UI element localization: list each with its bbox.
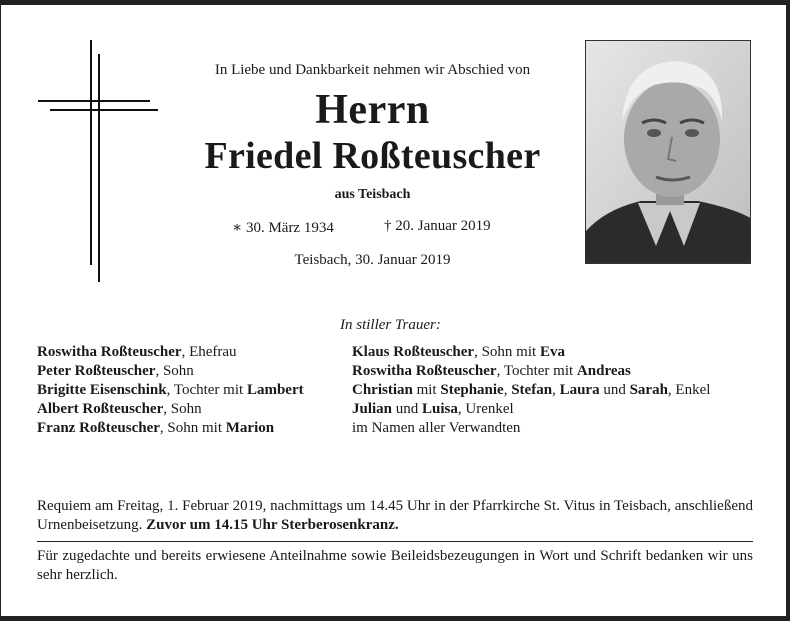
relation: , Ehefrau (181, 344, 237, 360)
mourner-name: Laura (559, 382, 600, 398)
mourner-name: Klaus Roßteuscher (352, 344, 475, 360)
relation: , Tochter mit (496, 363, 577, 379)
mourners-title: In stiller Trauer: (340, 317, 441, 333)
mourner-name: Sarah (629, 382, 668, 398)
relation: , Sohn mit (474, 344, 540, 360)
partner-name: Andreas (576, 363, 631, 379)
mourner-name: Roswitha Roßteuscher (37, 344, 182, 360)
list-item (352, 362, 710, 381)
mourner-name: Peter Roßteuscher (37, 363, 156, 379)
mourners-left (37, 343, 304, 438)
requiem-text (37, 497, 753, 535)
relation: mit (412, 382, 441, 398)
list-item (37, 362, 304, 381)
relation: , Enkel (667, 382, 711, 398)
deceased-name: Friedel Roßteuscher (204, 135, 541, 177)
intro-text: In Liebe und Dankbarkeit nehmen wir Abschied von (214, 62, 531, 78)
list-item: im Namen aller Verwandten (352, 420, 521, 436)
requiem-details: Requiem am Freitag, 1. Februar 2019, nachmittags um 14.45 Uhr in der Pfarrkirche St. Vitus in Teisbach, anschließend Urnenbeisetzung. (37, 498, 753, 533)
list-item (37, 419, 304, 438)
partner-name: Eva (539, 344, 565, 360)
mourner-name: Albert Roßteuscher (37, 401, 164, 417)
rosary-time: Zuvor um 14.15 Uhr Sterberosenkranz. (146, 517, 399, 533)
relation: , (503, 382, 512, 398)
thanks-text: Für zugedachte und bereits erwiesene Anteilnahme sowie Beileidsbezeugungen in Wort und Schrift bedanken wir uns sehr herzlich. (37, 548, 753, 583)
death-date: † 20. Januar 2019 (384, 218, 491, 234)
salutation: Herrn (315, 87, 430, 133)
origin: aus Teisbach (334, 187, 411, 202)
list-item (352, 343, 710, 362)
mourner-name: Roswitha Roßteuscher (352, 363, 497, 379)
portrait-photo (585, 40, 751, 264)
list-item (352, 381, 710, 400)
list-item (37, 343, 304, 362)
list-item (37, 400, 304, 419)
relation: und (392, 401, 423, 417)
relation: , (552, 382, 560, 398)
list-item (37, 381, 304, 400)
birth-date: ∗ 30. März 1934 (232, 220, 334, 236)
mourner-name: Franz Roßteuscher (37, 420, 160, 436)
mourners-right (352, 343, 710, 438)
mourner-name: Brigitte Eisenschink (37, 382, 167, 398)
mourner-name: Stefan (511, 382, 553, 398)
place-date: Teisbach, 30. Januar 2019 (294, 252, 451, 268)
cross-icon (36, 40, 161, 282)
mourner-name: Julian (352, 401, 393, 417)
relation: , Urenkel (457, 401, 514, 417)
relation: und (599, 382, 630, 398)
relation: , Sohn (163, 401, 202, 417)
relation: , Sohn (155, 363, 194, 379)
mourner-name: Stephanie (440, 382, 504, 398)
relation: , Sohn mit (159, 420, 226, 436)
partner-name: Marion (225, 420, 275, 436)
partner-name: Lambert (246, 382, 304, 398)
relation: , Tochter mit (166, 382, 247, 398)
list-item (352, 400, 710, 419)
mourner-name: Luisa (422, 401, 458, 417)
mourner-name: Christian (352, 382, 413, 398)
divider (37, 541, 753, 542)
